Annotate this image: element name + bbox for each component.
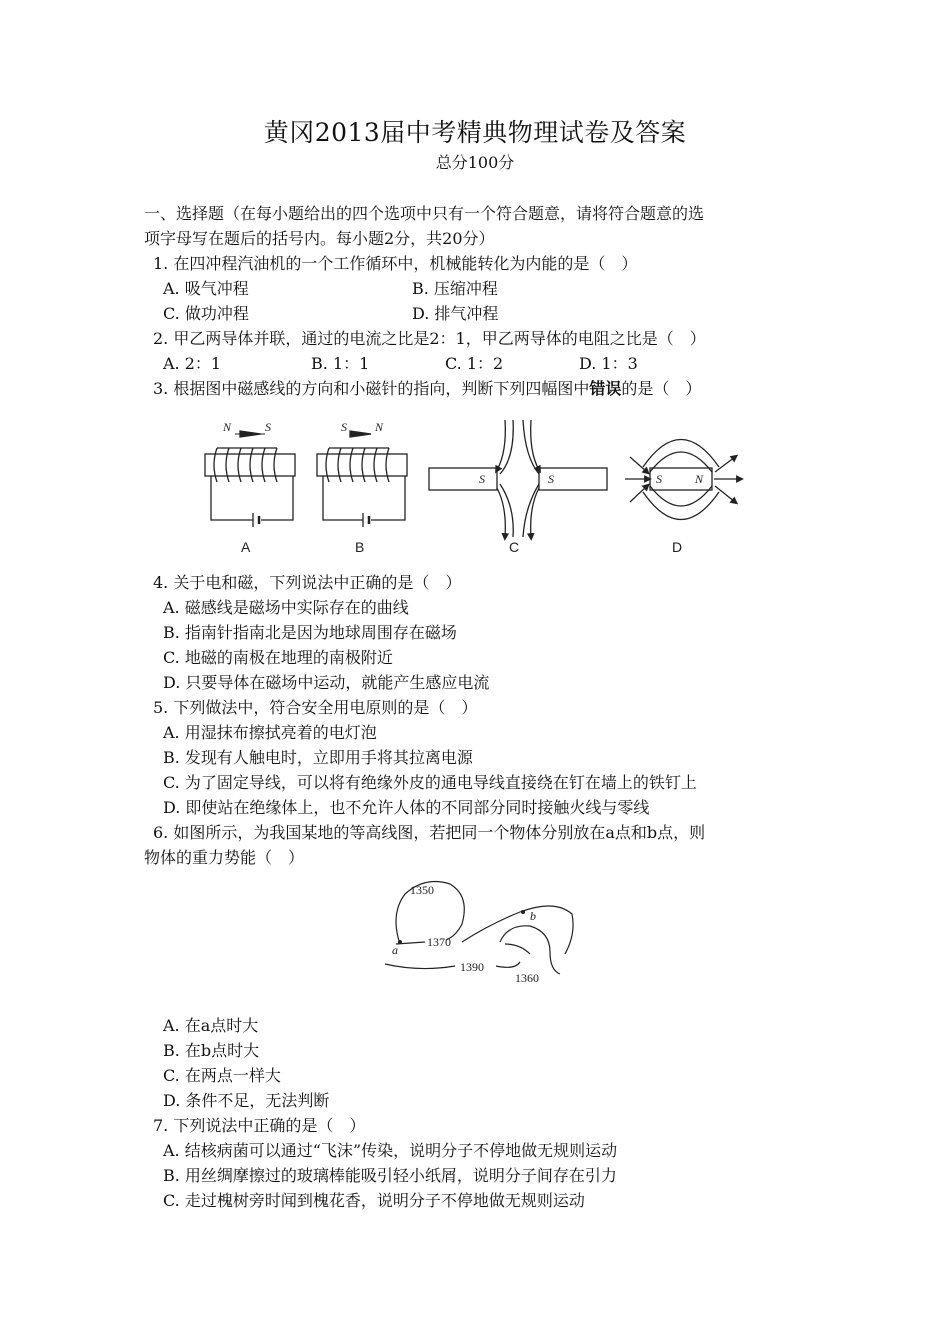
fig-d-n-label: N [695, 472, 704, 486]
section-heading-line2: 项字母写在题后的括号内。每小题2分，共20分） [144, 229, 495, 248]
q6-option-c: C. 在两点一样大 [163, 1066, 281, 1085]
q6-stem-line2: 物体的重力势能（ ） [144, 848, 305, 867]
contour-map-figure [380, 874, 580, 989]
q3-stem-pre: 3. 根据图中磁感线的方向和小磁针的指向，判断下列四幅图中 [153, 379, 590, 398]
q5-option-b: B. 发现有人触电时，立即用手将其拉离电源 [163, 748, 473, 767]
fig-d-caption: D [672, 539, 683, 555]
contour-1390-left [385, 964, 455, 969]
page-subtitle: 总分100分 [435, 153, 515, 172]
q1-option-a: A. 吸气冲程 [163, 279, 249, 298]
q4-option-c: C. 地磁的南极在地理的南极附近 [163, 648, 393, 667]
fig-a-n-label: N [223, 420, 232, 434]
fig-b-n-label: N [375, 420, 384, 434]
q3-stem [153, 376, 701, 399]
fig-a-s-label: S [265, 420, 271, 434]
magnetic-field-figures [195, 412, 770, 562]
contour-label-1360: 1360 [515, 971, 539, 985]
q2-option-c: C. 1：2 [445, 354, 504, 373]
q7-option-b: B. 用丝绸摩擦过的玻璃棒能吸引轻小纸屑，说明分子间存在引力 [163, 1166, 617, 1185]
q5-option-c: C. 为了固定导线，可以将有绝缘外皮的通电导线直接绕在钉在墙上的铁钉上 [163, 773, 697, 792]
figure-c-like-poles [429, 420, 607, 537]
q5-option-d: D. 即使站在绝缘体上，也不允许人体的不同部分同时接触火线与零线 [163, 798, 650, 817]
q6-option-d: D. 条件不足，无法判断 [163, 1091, 330, 1110]
q7-option-a: A. 结核病菌可以通过“飞沫”传染，说明分子不停地做无规则运动 [163, 1141, 618, 1160]
q6-option-b: B. 在b点时大 [163, 1041, 260, 1060]
figure-a-solenoid [205, 431, 295, 527]
section-heading-line1: 一、选择题（在每小题给出的四个选项中只有一个符合题意，请将符合题意的选 [144, 204, 705, 223]
fig-d-s-label: S [656, 472, 662, 486]
q4-option-a: A. 磁感线是磁场中实际存在的曲线 [163, 598, 409, 617]
fig-b-caption: B [355, 539, 365, 555]
page-title: 黄冈2013届中考精典物理试卷及答案 [263, 118, 687, 147]
q5-option-a: A. 用湿抹布擦拭亮着的电灯泡 [163, 723, 377, 742]
contour-label-1390: 1390 [460, 960, 484, 974]
contour-1370-right [462, 906, 573, 954]
q1-option-b: B. 压缩冲程 [412, 279, 498, 298]
q2-option-b: B. 1：1 [311, 354, 370, 373]
fig-a-caption: A [241, 539, 251, 555]
contour-label-1370: 1370 [427, 935, 451, 949]
q1-option-c: C. 做功冲程 [163, 304, 249, 323]
q2-option-d: D. 1：3 [579, 354, 638, 373]
q1-stem: 1. 在四冲程汽油机的一个工作循环中，机械能转化为内能的是（ ） [153, 254, 638, 273]
q3-stem-emphasis: 错误 [589, 379, 622, 398]
q6-stem-line1: 6. 如图所示，为我国某地的等高线图，若把同一个物体分别放在a点和b点，则 [153, 823, 706, 842]
q1-option-d: D. 排气冲程 [412, 304, 499, 323]
q2-stem: 2. 甲乙两导体并联，通过的电流之比是2：1，甲乙两导体的电阻之比是（ ） [153, 329, 706, 348]
q3-stem-post: 的是（ ） [621, 379, 702, 398]
figure-b-solenoid [317, 431, 407, 527]
point-a-marker [398, 940, 402, 944]
fig-c-s2-label: S [548, 472, 554, 486]
q7-stem: 7. 下列说法中正确的是（ ） [153, 1116, 366, 1135]
q2-option-a: A. 2：1 [163, 354, 222, 373]
figure-d-bar-magnet [625, 440, 740, 520]
q4-stem: 4. 关于电和磁，下列说法中正确的是（ ） [153, 573, 462, 592]
fig-c-caption: C [509, 539, 520, 555]
point-b-marker [521, 910, 525, 914]
q7-option-c: C. 走过槐树旁时闻到槐花香，说明分子不停地做无规则运动 [163, 1191, 585, 1210]
q5-stem: 5. 下列做法中，符合安全用电原则的是（ ） [153, 698, 478, 717]
fig-c-s1-label: S [479, 472, 485, 486]
point-b-label: b [530, 909, 536, 923]
q4-option-b: B. 指南针指南北是因为地球周围存在磁场 [163, 623, 457, 642]
fig-b-s-label: S [341, 420, 347, 434]
contour-1390-right [496, 962, 520, 967]
contour-label-1350: 1350 [410, 883, 434, 897]
q6-option-a: A. 在a点时大 [163, 1016, 259, 1035]
q4-option-d: D. 只要导体在磁场中运动，就能产生感应电流 [163, 673, 490, 692]
point-a-label: a [392, 943, 398, 957]
